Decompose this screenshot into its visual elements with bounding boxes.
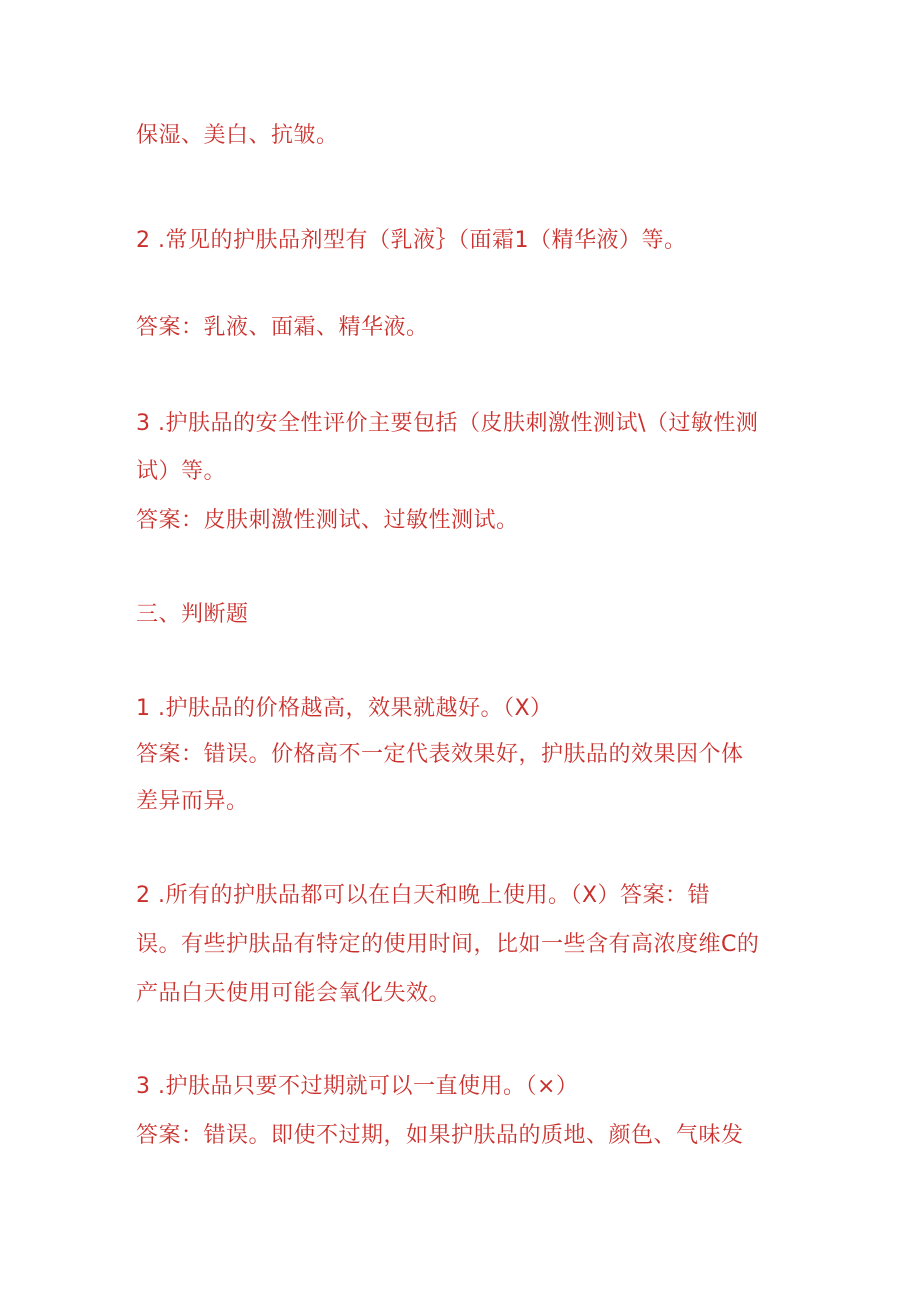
text-line-tf-question-3: 3 .护肤品只要不过期就可以一直使用。（×） bbox=[136, 1074, 579, 1099]
text-line-answer-2: 答案：乳液、面霜、精华液。 bbox=[136, 315, 429, 340]
section-heading-true-false: 三、判断题 bbox=[136, 602, 249, 627]
text-line-tf-answer-3: 答案：错误。即使不过期，如果护肤品的质地、颜色、气味发 bbox=[136, 1123, 744, 1148]
text-line-answer-3: 答案：皮肤刺激性测试、过敏性测试。 bbox=[136, 508, 519, 533]
text-line-tf-answer-1: 答案：错误。价格高不一定代表效果好，护肤品的效果因个体 bbox=[136, 742, 744, 767]
text-line-tf-answer-1-continuation: 差异而异。 bbox=[136, 789, 249, 814]
text-line-tf-question-1: 1 .护肤品的价格越高，效果就越好。（X） bbox=[136, 696, 553, 721]
text-line-fill-blank-answer-continuation: 保湿、美白、抗皱。 bbox=[136, 123, 339, 148]
text-line-fill-blank-question-2: 2 .常见的护肤品剂型有（乳液｝（面霜1（精华液）等。 bbox=[136, 228, 687, 253]
text-line-fill-blank-question-3: 3 .护肤品的安全性评价主要包括（皮肤刺激性测试\（过敏性测 bbox=[136, 411, 759, 436]
text-line-tf-answer-2: 误。有些护肤品有特定的使用时间，比如一些含有高浓度维C的 bbox=[136, 932, 760, 957]
text-line-tf-question-2: 2 .所有的护肤品都可以在白天和晚上使用。（X）答案：错 bbox=[136, 883, 711, 908]
text-line-fill-blank-question-3-continuation: 试）等。 bbox=[136, 459, 227, 484]
text-line-tf-answer-2-continuation: 产品白天使用可能会氧化失效。 bbox=[136, 981, 452, 1006]
